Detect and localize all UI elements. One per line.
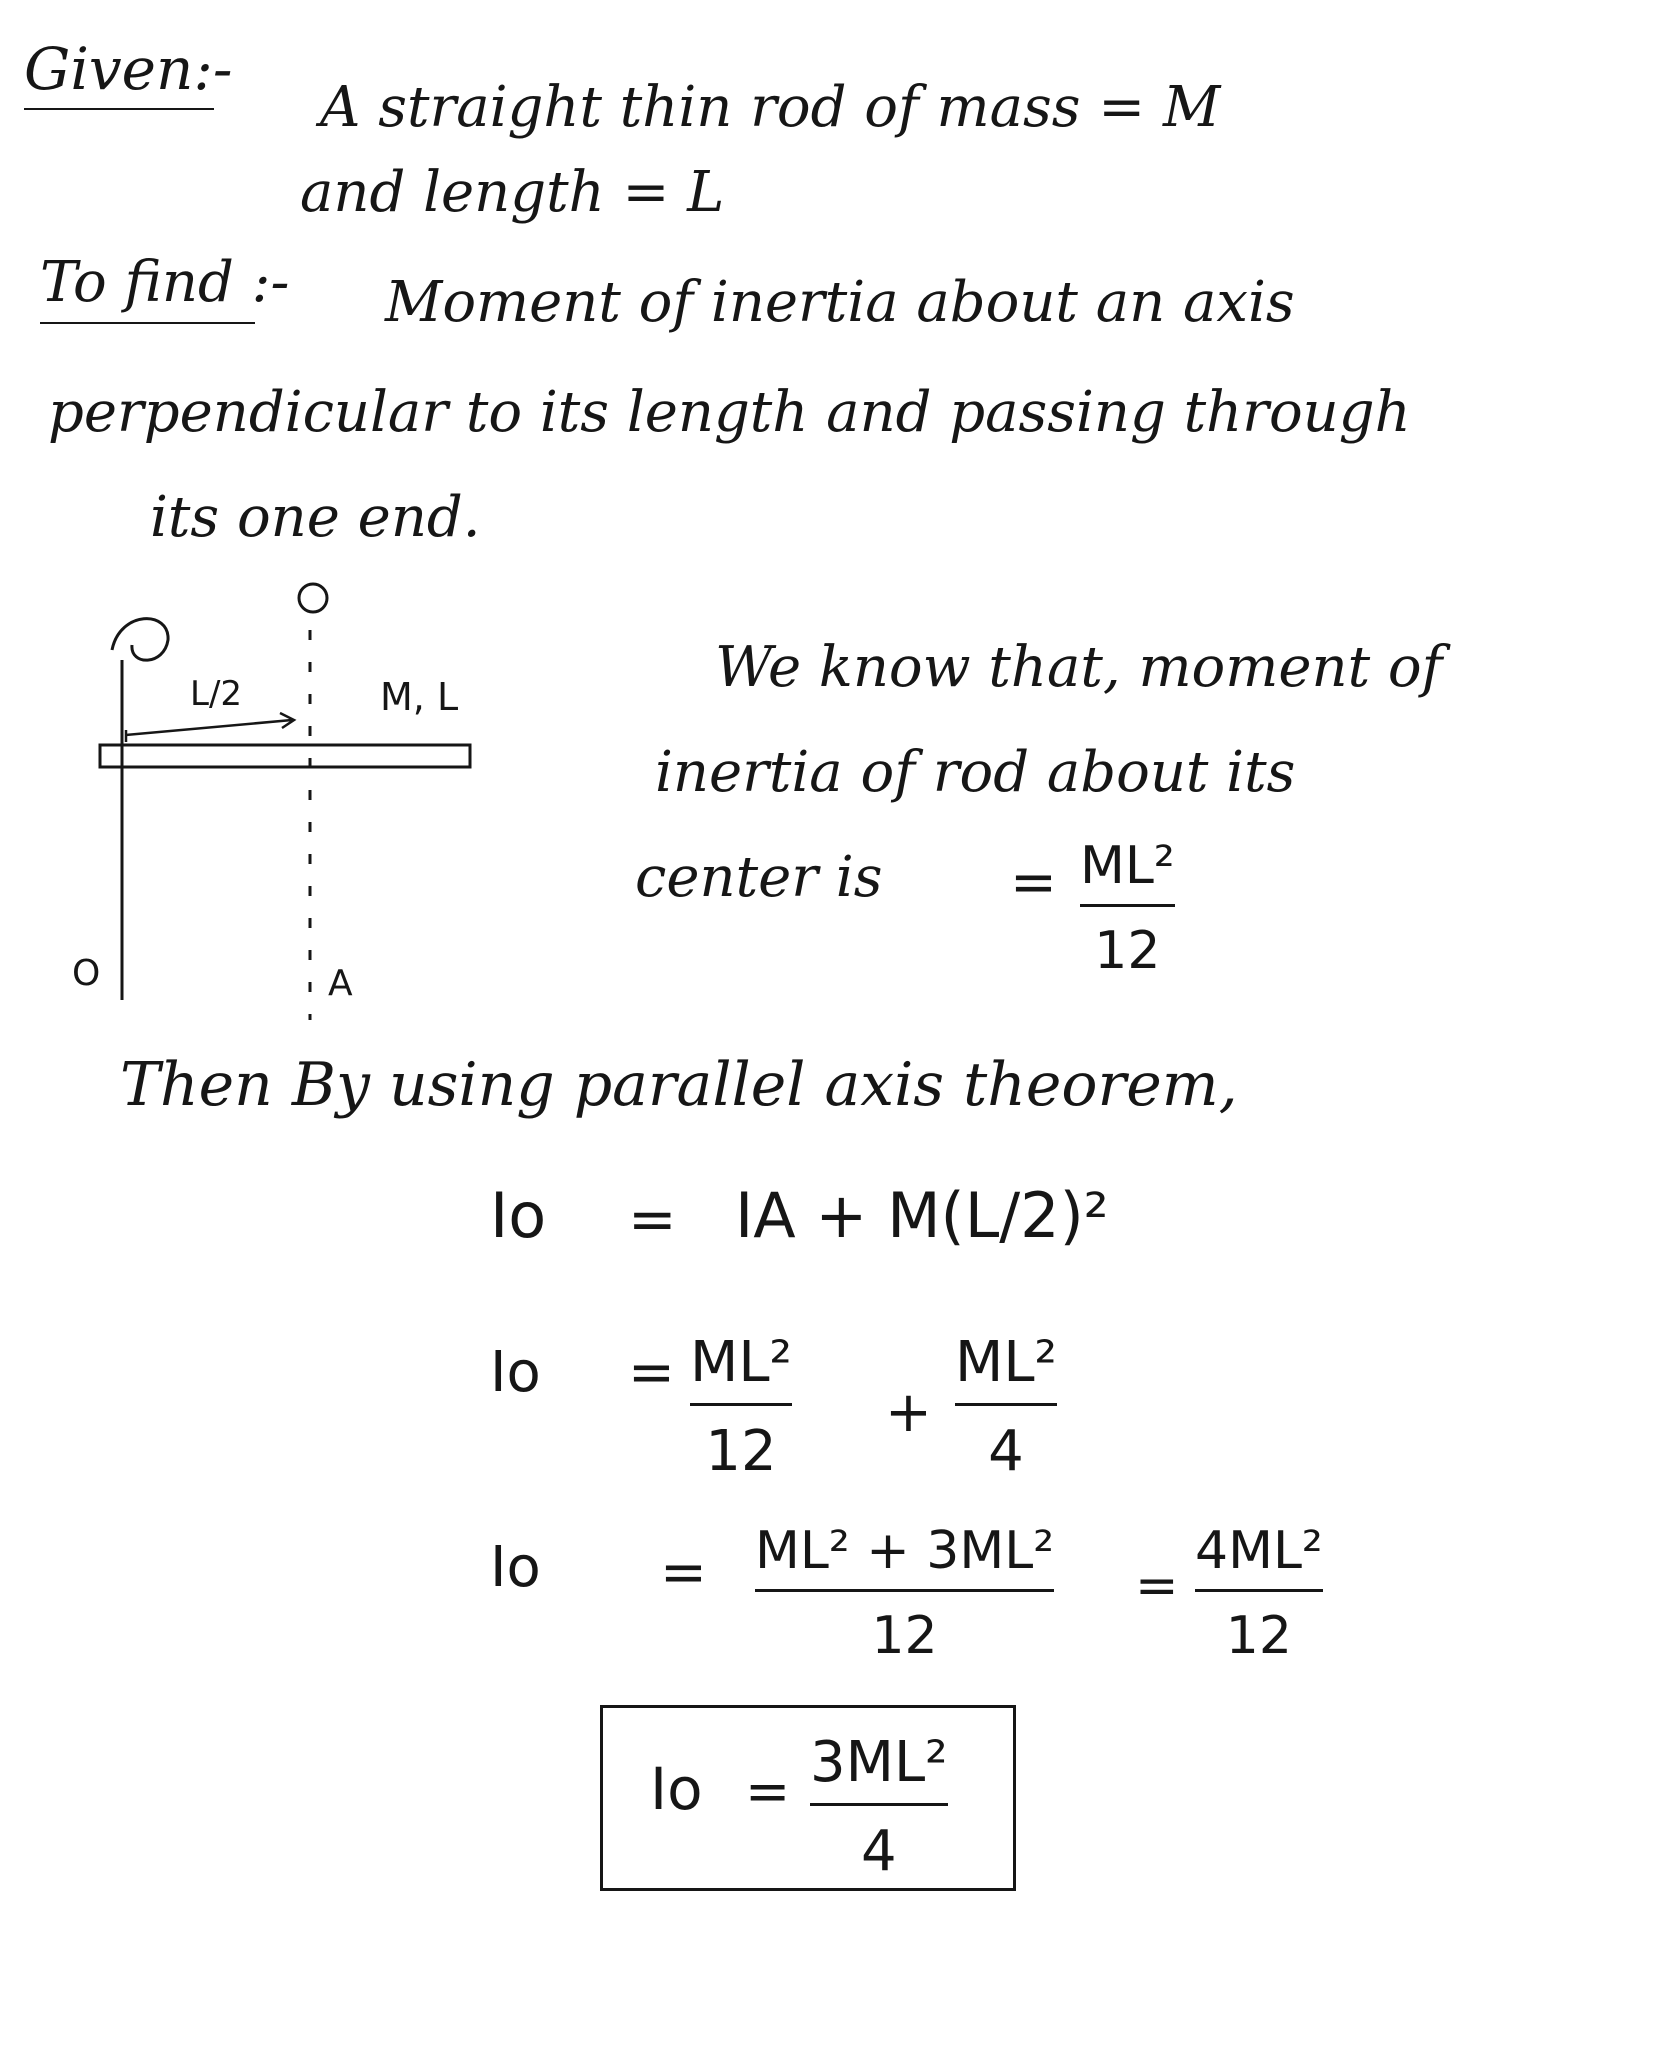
known-line-2: inertia of rod about its: [655, 740, 1296, 805]
rotation-arrow-a-icon: [299, 584, 327, 612]
rod-label: M, L: [380, 675, 459, 719]
step2-fraction-1: [690, 1330, 792, 1484]
result-fraction: [810, 1730, 948, 1884]
given-label: Given:-: [24, 35, 233, 103]
result-denominator: 4: [860, 1819, 897, 1884]
result-equals: =: [745, 1760, 791, 1823]
step3-frac1-numerator: ML² + 3ML²: [755, 1521, 1055, 1581]
known-line-3: center is: [635, 845, 883, 910]
center-inertia-fraction: [1080, 836, 1175, 981]
step3-equals: =: [660, 1540, 707, 1605]
result-lhs: Io: [650, 1755, 703, 1823]
center-inertia-numerator: ML²: [1080, 836, 1175, 896]
to-find-label: To find :-: [40, 250, 290, 315]
step2-frac2-denominator: 4: [988, 1419, 1024, 1484]
step1-rhs: IA + M(L/2)²: [735, 1179, 1109, 1252]
step2-frac1-numerator: ML²: [690, 1330, 792, 1395]
step2-frac1-denominator: 12: [705, 1419, 777, 1484]
step3-fraction-1: [755, 1521, 1055, 1666]
given-line-1: A straight thin rod of mass = M: [320, 75, 1221, 140]
theorem-line: Then By using parallel axis theorem,: [120, 1050, 1238, 1120]
rotation-arrow-o-icon: [112, 619, 168, 661]
result-numerator: 3ML²: [810, 1730, 948, 1795]
to-find-line-1: Moment of inertia about an axis: [385, 270, 1295, 335]
step2-plus: +: [885, 1380, 932, 1445]
step3-lhs: Io: [490, 1535, 541, 1600]
step3-fraction-2: [1195, 1521, 1323, 1666]
point-o-label: O: [72, 953, 101, 994]
step2-lhs: Io: [490, 1340, 541, 1405]
to-find-line-2: perpendicular to its length and passing through: [48, 380, 1411, 445]
given-underline: [24, 108, 214, 110]
step1-lhs: Io: [490, 1179, 547, 1252]
step2-fraction-2: [955, 1330, 1057, 1484]
known-line-1: We know that, moment of: [715, 635, 1443, 700]
rod: [100, 745, 470, 767]
known-equals: =: [1010, 850, 1057, 915]
rod-diagram: [60, 570, 520, 1040]
given-line-2: and length = L: [300, 160, 725, 225]
half-length-arrow: [126, 720, 292, 735]
step3-frac1-denominator: 12: [871, 1606, 938, 1666]
step1-equals: =: [628, 1185, 677, 1253]
center-inertia-denominator: 12: [1094, 921, 1161, 981]
step3-frac2-numerator: 4ML²: [1195, 1521, 1323, 1581]
step2-frac2-numerator: ML²: [955, 1330, 1057, 1395]
point-a-label: A: [328, 963, 353, 1004]
step3-equals-2: =: [1135, 1556, 1179, 1616]
step3-frac2-denominator: 12: [1225, 1606, 1292, 1666]
to-find-underline: [40, 322, 255, 324]
to-find-line-3: its one end.: [150, 485, 481, 550]
half-length-label: L/2: [190, 674, 243, 714]
step2-equals: =: [628, 1340, 675, 1405]
